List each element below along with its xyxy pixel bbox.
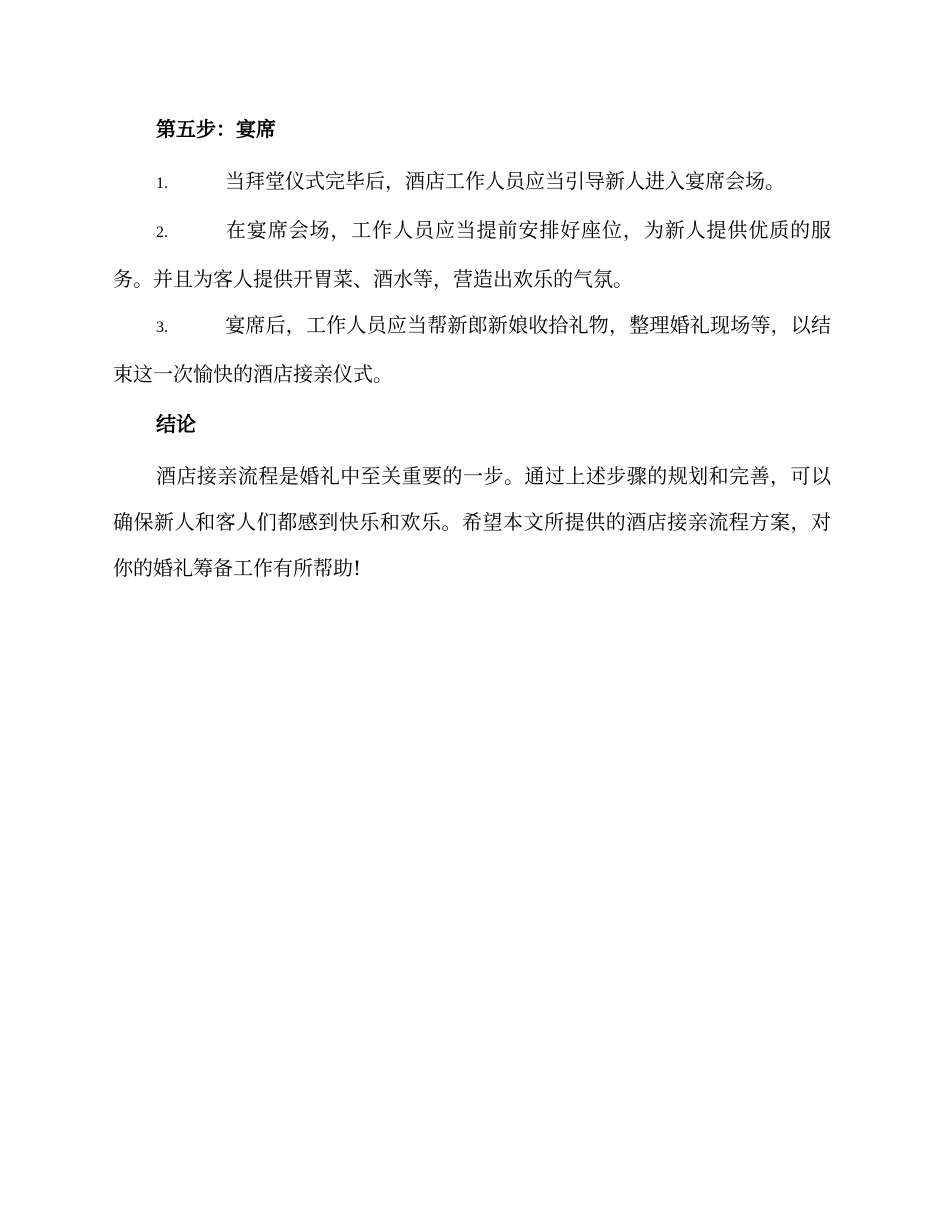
list-item-number: 3.	[156, 319, 168, 336]
list-item	[113, 302, 831, 397]
list-item-number: 2.	[156, 224, 168, 241]
list-item-text: 宴席后，工作人员应当帮新郎新娘收拾礼物，整理婚礼现场等，以结束这一次愉快的酒店接亲仪式。	[113, 313, 831, 386]
list-item-text: 在宴席会场，工作人员应当提前安排好座位，为新人提供优质的服务。并且为客人提供开胃菜、酒水等，营造出欢乐的气氛。	[113, 218, 831, 291]
section-heading-conclusion: 结论	[156, 412, 196, 436]
list-item	[113, 207, 831, 302]
list-item	[113, 158, 831, 207]
document-body	[113, 112, 831, 591]
list-item-number: 1.	[156, 175, 168, 192]
list-item-text: 当拜堂仪式完毕后，酒店工作人员应当引导新人进入宴席会场。	[225, 169, 785, 193]
conclusion-paragraph: 酒店接亲流程是婚礼中至关重要的一步。通过上述步骤的规划和完善，可以确保新人和客人们都感到快乐和欢乐。希望本文所提供的酒店接亲流程方案，对你的婚礼筹备工作有所帮助!	[113, 464, 831, 580]
banquet-steps-list	[113, 158, 831, 397]
section-heading-banquet: 第五步：宴席	[156, 117, 276, 141]
